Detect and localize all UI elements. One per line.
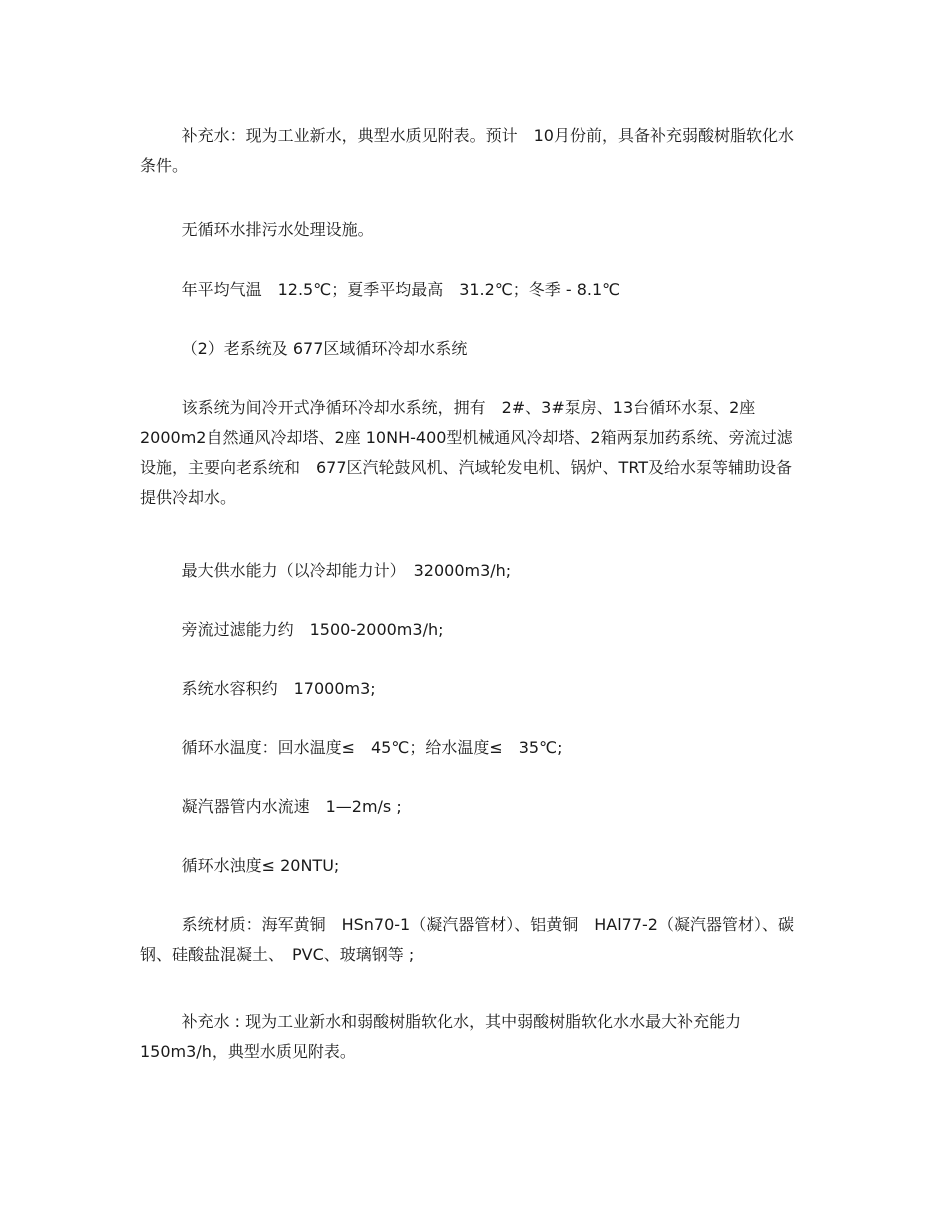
paragraph-turbidity: 循环水浊度≤ 20NTU; bbox=[181, 856, 340, 875]
paragraph-air-temperature: 年平均气温 12.5℃；夏季平均最高 31.2℃；冬季 - 8.1℃ bbox=[181, 280, 621, 299]
paragraph-makeup-water-2: 补充水 : 现为工业新水和弱酸树脂软化水，其中弱酸树脂软化水水最大补充能力 150m3/h，典型水质见附表。 bbox=[140, 1012, 742, 1061]
paragraph-system-volume: 系统水容积约 17000m3; bbox=[181, 679, 376, 698]
paragraph-condenser-flow-velocity: 凝汽器管内水流速 1—2m/s ; bbox=[181, 797, 402, 816]
paragraph-system-materials: 系统材质：海军黄铜 HSn70-1（凝汽器管材）、铝黄铜 HAl77-2（凝汽器管材）、碳钢、硅酸盐混凝土、 PVC、玻璃钢等 ; bbox=[140, 915, 794, 964]
paragraph-max-supply: 最大供水能力（以冷却能力计） 32000m3/h; bbox=[181, 561, 512, 580]
paragraph-sidestream-filtration: 旁流过滤能力约 1500-2000m3/h; bbox=[181, 620, 444, 639]
paragraph-water-temperature: 循环水温度：回水温度≤ 45℃；给水温度≤ 35℃; bbox=[181, 738, 563, 757]
paragraph-system-description: 该系统为间冷开式净循环冷却水系统，拥有 2#、3#泵房、13台循环水泵、2座 2000m2自然通风冷却塔、2座 10NH-400型机械通风冷却塔、2箱两泵加药系统、旁流过滤设施，主要向老系统和 677区汽轮鼓风机、汽域轮发电机、锅炉、TRT及给水泵等辅助设备提供冷却水。 bbox=[140, 398, 793, 507]
section-heading-old-system: （2）老系统及 677区域循环冷却水系统 bbox=[181, 339, 468, 358]
paragraph-makeup-water-1: 补充水：现为工业新水，典型水质见附表。预计 10月份前，具备补充弱酸树脂软化水条件。 bbox=[140, 126, 794, 175]
paragraph-no-blowdown-treatment: 无循环水排污水处理设施。 bbox=[181, 220, 374, 239]
